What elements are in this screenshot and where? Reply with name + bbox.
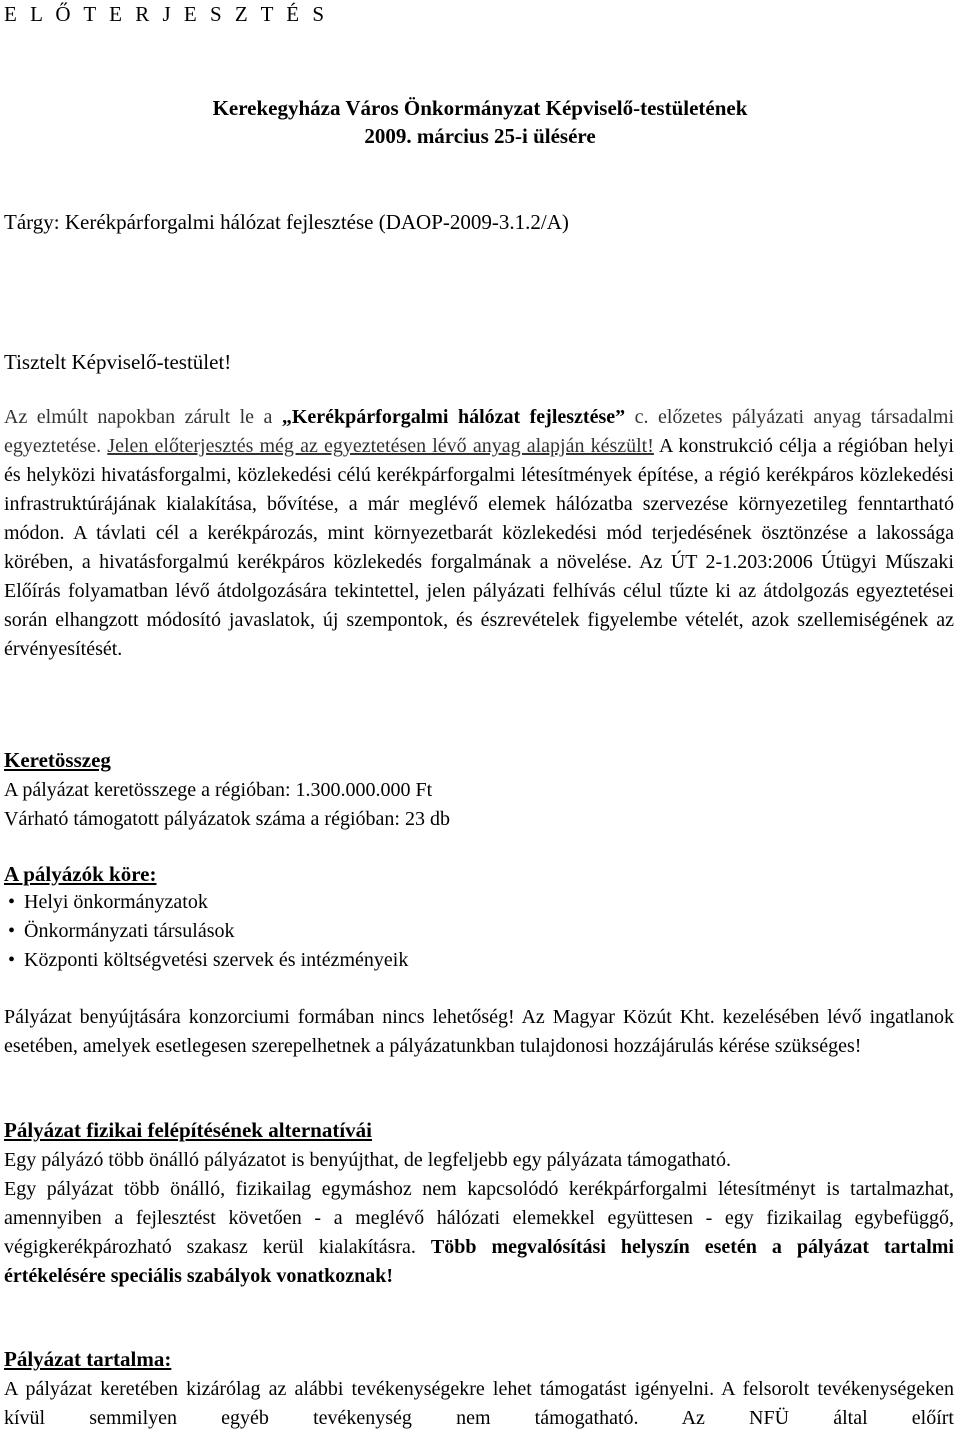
budget-amount: A pályázat keretösszege a régióban: 1.300.000.000 Ft (4, 779, 433, 801)
list-item: • Önkormányzati társulások (4, 917, 408, 946)
intro-bold-title: „Kerékpárforgalmi hálózat fejlesztése” (281, 406, 626, 428)
intro-text-end: c. előzetes pályázati anyag társadalmi egyeztetése. (4, 406, 955, 457)
budget-count: Várható támogatott pályázatok száma a régióban: 23 db (4, 808, 450, 830)
alternatives-bold-note: Több megvalósítási helyszín esetén a pályázat tartalmi értékelésére speciális szabályok vonatkoznak! (4, 1236, 954, 1287)
heading-line-1: Kerekegyháza Város Önkormányzat Képviselő-testületének (212, 96, 748, 120)
intro-text-start: Az elmúlt napokban zárult le a (4, 406, 282, 428)
alternatives-title: Pályázat fizikai felépítésének alternatívái (4, 1118, 373, 1142)
content-title: Pályázat tartalma: (4, 1347, 172, 1371)
alternatives-text: Egy pályázat több önálló, fizikailag egymáshoz nem kapcsolódó kerékpárforgalmi létesítményt is tartalmazhat, amennyiben a fejlesztést követően - a meglévő hálózati elemekkel együttesen - egy fizikailag egybefüggő, végigkerékpározható szakasz kerül kialakításra. (4, 1178, 954, 1258)
heading-line-2: 2009. március 25-i ülésére (364, 124, 596, 148)
applicants-title: A pályázók köre: (4, 862, 157, 886)
alternatives-paragraph (4, 1175, 954, 1291)
salutation: Tisztelt Képviselő-testület! (4, 350, 232, 374)
applicants-note: Pályázat benyújtására konzorciumi formában nincs lehetőség! Az Magyar Közút Kht. kezelésében lévő ingatlanok esetében, amelyek esetlegesen szerepelhetnek a pályázatunkban tulajdonosi hozzájárulás kérése szükséges! (4, 1006, 954, 1057)
document-title: E L Ő T E R J E S Z T É S (4, 2, 329, 26)
budget-title: Keretösszeg (4, 748, 111, 772)
applicants-list (4, 888, 408, 975)
content-paragraph: A pályázat keretében kizárólag az alábbi tevékenységekre lehet támogatást igényelni. A felsorolt tevékenységeken kívül semmilyen egyéb tevékenység nem támogatható. Az NFÜ által előírt (4, 1378, 954, 1429)
intro-paragraph (4, 403, 954, 664)
intro-text-rest: A konstrukció célja a régióban helyi és helyközi hivatásforgalmi, közlekedési célú kerékpárforgalmi létesítmények építése, a régió kerékpáros közlekedési infrastruktúrájának kialakítása, bővítése, a már meglévő elemek hálózatba szervezése környezetileg fenntartható módon. A távlati cél a kerékpározás, mint környezetbarát közlekedési mód terjedésének ösztönzése a lakossága körében, a hivatásforgalmú kerékpáros közlekedés forgalmának a növelése. Az ÚT 2-1.203:2006 Útügyi Műszaki Előírás folyamatban lévő átdolgozására tekintettel, jelen pályázati felhívás célul tűzte ki az átdolgozás egyeztetései során elhangzott módosító javaslatok, új szempontok, és észrevételek figyelembe vételét, azok szellemiségének az érvényesítését. (4, 435, 954, 660)
list-item: • Helyi önkormányzatok (4, 888, 408, 917)
alternatives-line: Egy pályázó több önálló pályázatot is benyújthat, de legfeljebb egy pályázata támogatható. (4, 1149, 731, 1171)
list-item: • Központi költségvetési szervek és intézményeik (4, 946, 408, 975)
subject-line: Tárgy: Kerékpárforgalmi hálózat fejlesztése (DAOP-2009-3.1.2/A) (4, 210, 569, 234)
intro-underlined-note: Jelen előterjesztés még az egyeztetésen lévő anyag alapján készült! (107, 435, 654, 457)
